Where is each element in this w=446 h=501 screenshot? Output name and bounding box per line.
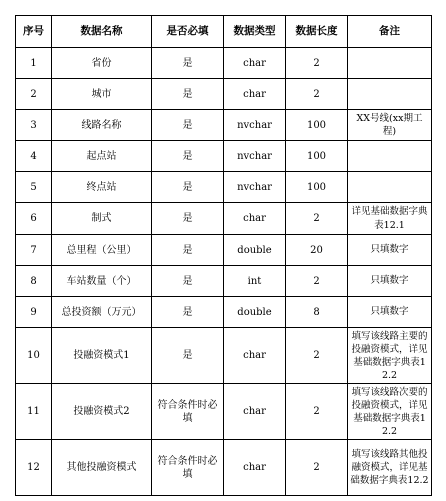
table-row	[16, 203, 432, 235]
table-row	[16, 384, 432, 440]
cell-data-type: char	[224, 48, 286, 79]
cell-required: 是	[152, 297, 224, 328]
cell-data-name: 总里程（公里）	[52, 235, 152, 266]
cell-serial-no: 11	[16, 384, 52, 440]
data-field-table	[15, 15, 432, 496]
table-header-row	[16, 16, 432, 48]
cell-data-length: 2	[286, 328, 348, 384]
cell-data-length: 2	[286, 79, 348, 110]
cell-data-name: 线路名称	[52, 110, 152, 141]
cell-required: 是	[152, 235, 224, 266]
cell-serial-no: 8	[16, 266, 52, 297]
cell-data-name: 制式	[52, 203, 152, 235]
cell-note	[348, 172, 432, 203]
cell-data-type: int	[224, 266, 286, 297]
cell-data-name: 省份	[52, 48, 152, 79]
cell-data-name: 城市	[52, 79, 152, 110]
table-row	[16, 266, 432, 297]
cell-serial-no: 1	[16, 48, 52, 79]
table-row	[16, 141, 432, 172]
table-row	[16, 440, 432, 496]
cell-data-name: 投融资模式1	[52, 328, 152, 384]
cell-serial-no: 2	[16, 79, 52, 110]
cell-required: 符合条件时必填	[152, 384, 224, 440]
cell-data-name: 车站数量（个）	[52, 266, 152, 297]
header-serial-no: 序号	[16, 16, 52, 48]
table-row	[16, 172, 432, 203]
cell-note: 填写该线路次要的投融资模式，详见基础数据字典表12.2	[348, 384, 432, 440]
cell-note: 只填数字	[348, 235, 432, 266]
cell-data-type: nvchar	[224, 172, 286, 203]
cell-serial-no: 4	[16, 141, 52, 172]
cell-note	[348, 141, 432, 172]
cell-data-type: char	[224, 384, 286, 440]
cell-serial-no: 6	[16, 203, 52, 235]
cell-note: 只填数字	[348, 297, 432, 328]
cell-data-name: 投融资模式2	[52, 384, 152, 440]
cell-data-type: char	[224, 328, 286, 384]
cell-note: 只填数字	[348, 266, 432, 297]
cell-data-length: 100	[286, 172, 348, 203]
cell-data-type: char	[224, 203, 286, 235]
table-row	[16, 79, 432, 110]
cell-required: 是	[152, 203, 224, 235]
cell-required: 符合条件时必填	[152, 440, 224, 496]
cell-data-length: 2	[286, 440, 348, 496]
cell-serial-no: 3	[16, 110, 52, 141]
cell-serial-no: 10	[16, 328, 52, 384]
cell-required: 是	[152, 79, 224, 110]
cell-data-type: nvchar	[224, 141, 286, 172]
cell-note: XX号线(xx期工程)	[348, 110, 432, 141]
cell-note: 填写该线路其他投融资模式，详见基础数据字典表12.2	[348, 440, 432, 496]
cell-note	[348, 79, 432, 110]
table-row	[16, 328, 432, 384]
cell-serial-no: 9	[16, 297, 52, 328]
header-data-name: 数据名称	[52, 16, 152, 48]
cell-data-length: 100	[286, 110, 348, 141]
cell-data-type: char	[224, 79, 286, 110]
cell-data-name: 其他投融资模式	[52, 440, 152, 496]
cell-data-length: 2	[286, 48, 348, 79]
table-row	[16, 48, 432, 79]
cell-data-name: 起点站	[52, 141, 152, 172]
header-note: 备注	[348, 16, 432, 48]
cell-serial-no: 5	[16, 172, 52, 203]
cell-data-length: 2	[286, 203, 348, 235]
cell-data-name: 终点站	[52, 172, 152, 203]
cell-serial-no: 7	[16, 235, 52, 266]
cell-required: 是	[152, 328, 224, 384]
cell-serial-no: 12	[16, 440, 52, 496]
header-data-length: 数据长度	[286, 16, 348, 48]
cell-data-type: double	[224, 297, 286, 328]
table-row	[16, 110, 432, 141]
table-row	[16, 297, 432, 328]
table-row	[16, 235, 432, 266]
header-required: 是否必填	[152, 16, 224, 48]
cell-required: 是	[152, 172, 224, 203]
cell-required: 是	[152, 110, 224, 141]
cell-data-length: 20	[286, 235, 348, 266]
cell-note: 填写该线路主要的投融资模式，详见基础数据字典表12.2	[348, 328, 432, 384]
cell-data-length: 8	[286, 297, 348, 328]
cell-data-type: nvchar	[224, 110, 286, 141]
cell-required: 是	[152, 48, 224, 79]
cell-data-length: 2	[286, 266, 348, 297]
cell-data-type: double	[224, 235, 286, 266]
cell-data-name: 总投资额（万元）	[52, 297, 152, 328]
cell-note: 详见基础数据字典表12.1	[348, 203, 432, 235]
cell-data-type: char	[224, 440, 286, 496]
cell-note	[348, 48, 432, 79]
cell-data-length: 2	[286, 384, 348, 440]
cell-data-length: 100	[286, 141, 348, 172]
header-data-type: 数据类型	[224, 16, 286, 48]
cell-required: 是	[152, 141, 224, 172]
cell-required: 是	[152, 266, 224, 297]
